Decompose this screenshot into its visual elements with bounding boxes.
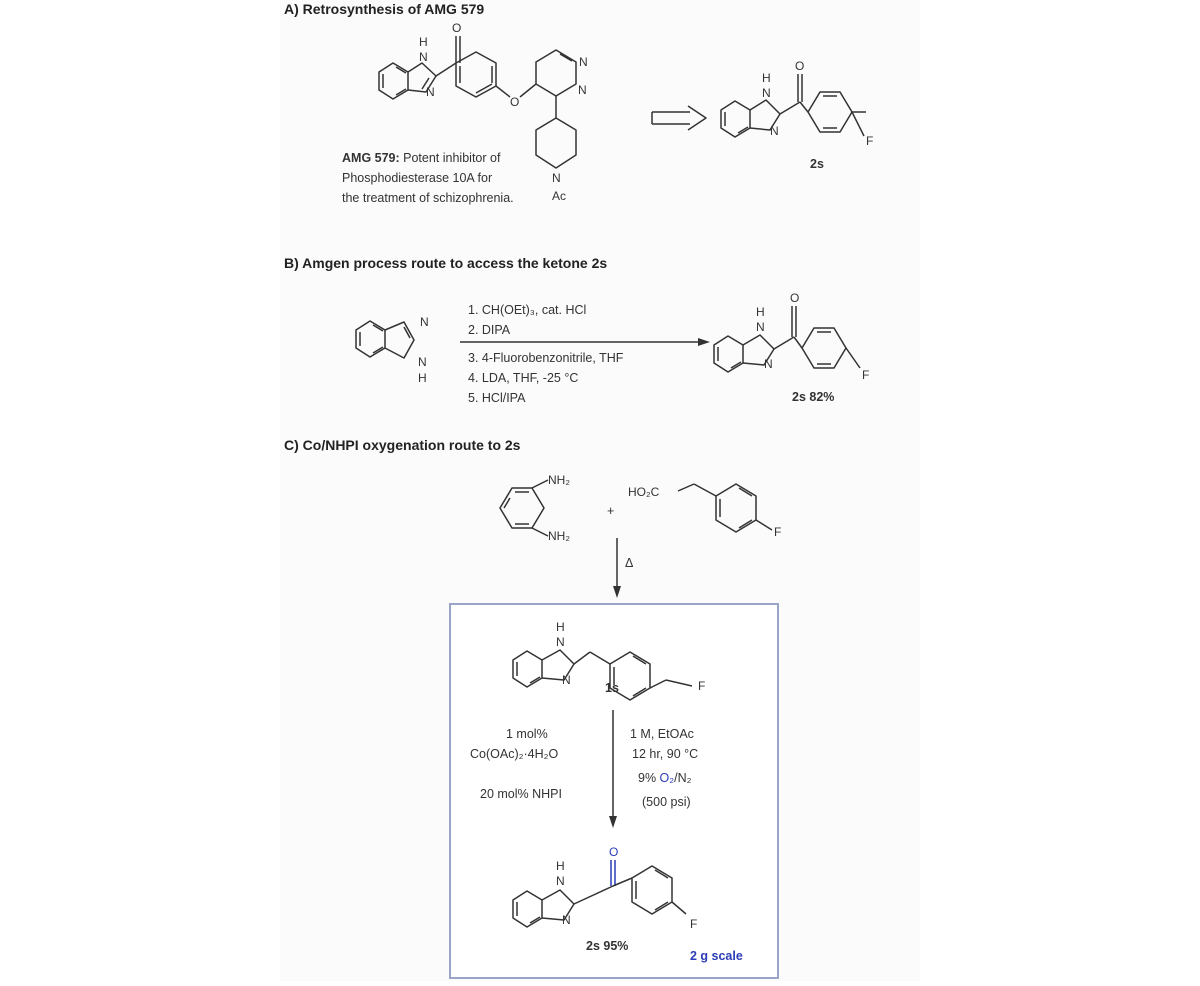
- retrosynthesis-arrow: [652, 106, 706, 130]
- pressure: (500 psi): [642, 795, 691, 809]
- benzimidazole-structure: [356, 315, 429, 385]
- atom-n: N: [426, 85, 435, 99]
- step-2: 2. DIPA: [468, 323, 511, 337]
- atom-h: H: [556, 859, 565, 873]
- catalyst-name: Co(OAc)₂·4H₂O: [470, 747, 559, 761]
- atom-o-blue: O: [609, 845, 619, 859]
- scheme-page: [280, 0, 920, 981]
- atom-f: F: [698, 679, 706, 693]
- catalyst-loading: 1 mol%: [506, 727, 548, 741]
- atom-n: N: [419, 50, 428, 64]
- compound-label-2s: 2s: [810, 157, 824, 171]
- compound-label-2s-yield: 2s 82%: [792, 390, 835, 404]
- carboxylic-acid-group: HO₂C: [628, 485, 660, 499]
- amine-group: NH₂: [548, 529, 570, 543]
- atom-h: H: [556, 620, 565, 634]
- reaction-scheme: [280, 0, 920, 981]
- heat-symbol: Δ: [625, 556, 634, 570]
- amg-description-line1: [342, 151, 501, 165]
- gas-mixture: [638, 771, 692, 785]
- section-c-title: C) Co/NHPI oxygenation route to 2s: [284, 437, 521, 453]
- atom-n: N: [420, 315, 429, 329]
- step-3: 3. 4-Fluorobenzonitrile, THF: [468, 351, 624, 365]
- atom-n: N: [764, 357, 773, 371]
- section-b-title: B) Amgen process route to access the ketone 2s: [284, 255, 608, 271]
- section-a-title: A) Retrosynthesis of AMG 579: [284, 1, 485, 17]
- nitrogen-label: /N₂: [674, 771, 692, 785]
- oxygen-label: O₂: [659, 771, 675, 785]
- atom-f: F: [866, 134, 874, 148]
- step-4: 4. LDA, THF, -25 °C: [468, 371, 579, 385]
- gas-percent: 9%: [638, 771, 660, 785]
- atom-h: H: [418, 371, 427, 385]
- atom-n: N: [418, 355, 427, 369]
- atom-n: N: [556, 874, 565, 888]
- piperidine-ring: [536, 118, 576, 168]
- atom-o: O: [795, 59, 805, 73]
- solvent-condition: 1 M, EtOAc: [630, 727, 694, 741]
- step-5: 5. HCl/IPA: [468, 391, 526, 405]
- atom-n: N: [552, 171, 561, 185]
- phenylenediamine-structure: [500, 473, 570, 543]
- reaction-arrowhead: [698, 338, 710, 346]
- compound-label-1s: 1s: [605, 681, 619, 695]
- amg-description-line2: Phosphodiesterase 10A for: [342, 171, 493, 185]
- atom-f: F: [690, 917, 698, 931]
- atom-n: N: [562, 913, 571, 927]
- amg-description-line3: the treatment of schizophrenia.: [342, 191, 514, 205]
- fluorophenylacetic-acid-structure: [628, 484, 781, 539]
- atom-n: N: [556, 635, 565, 649]
- step-1: 1. CH(OEt)₃, cat. HCl: [468, 303, 587, 317]
- atom-o: O: [510, 95, 520, 109]
- atom-n: N: [762, 86, 771, 100]
- atom-n: N: [578, 83, 587, 97]
- atom-o: O: [452, 21, 462, 35]
- atom-n: N: [579, 55, 588, 69]
- acetyl-label: Ac: [552, 189, 567, 203]
- atom-n: N: [562, 673, 571, 687]
- atom-f: F: [774, 525, 782, 539]
- ketone-2s-structure: [714, 291, 869, 382]
- phenyl-ring: [456, 52, 496, 97]
- plus-sign: +: [607, 504, 615, 518]
- nhpi-loading: 20 mol% NHPI: [480, 787, 562, 801]
- amg-line1: Potent inhibitor of: [403, 151, 501, 165]
- compound-label-2s-yield: 2s 95%: [586, 939, 629, 953]
- ketone-2s-structure: [721, 59, 873, 148]
- heat-arrowhead: [613, 586, 621, 598]
- atom-o: O: [790, 291, 800, 305]
- atom-n: N: [756, 320, 765, 334]
- time-temperature: 12 hr, 90 °C: [632, 747, 699, 761]
- amine-group: NH₂: [548, 473, 570, 487]
- pyrazine-ring: [536, 50, 576, 96]
- amg-name: AMG 579:: [342, 151, 400, 165]
- atom-n: N: [770, 124, 779, 138]
- atom-h: H: [762, 71, 771, 85]
- atom-h: H: [756, 305, 765, 319]
- atom-h: H: [419, 35, 428, 49]
- scale-label: 2 g scale: [690, 949, 743, 963]
- atom-f: F: [862, 368, 870, 382]
